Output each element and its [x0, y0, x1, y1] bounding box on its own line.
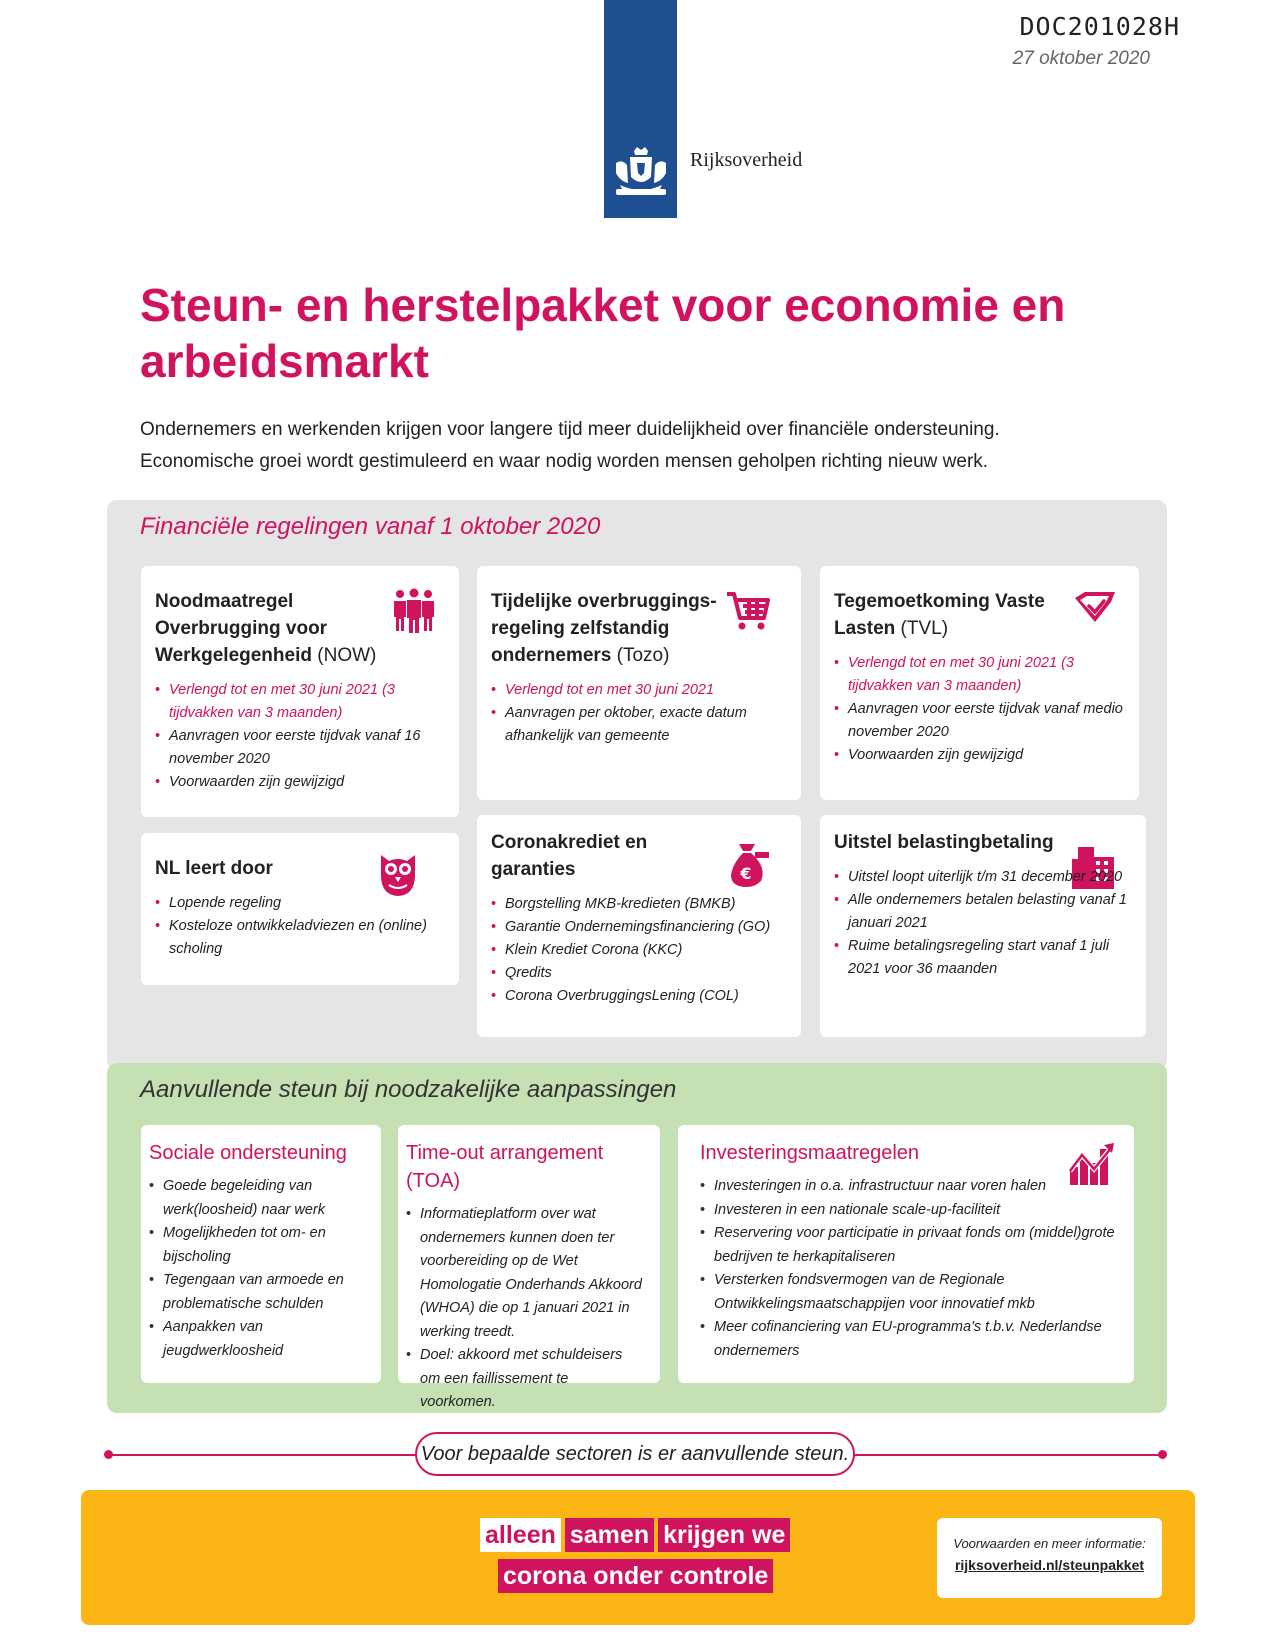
card-title: Time-out arrangement (TOA) — [406, 1142, 604, 1192]
card-title-text: Uitstel belastingbetaling — [834, 832, 1054, 853]
section-title-financial-measures: Financiële regelingen vanaf 1 oktober 2020 — [140, 513, 601, 540]
list-item: • Investeringen in o.a. infrastructuur naar voren halen — [700, 1175, 1120, 1199]
page-title: Steun- en herstelpakket voor economie en arbeidsmarkt — [140, 279, 1066, 387]
list-item: • Reservering voor participatie in privaat fonds om (middel)grote bedrijven te herkapitaliseren — [700, 1222, 1120, 1269]
list-item: • Aanvragen per oktober, exacte datum afhankelijk van gemeente — [491, 702, 787, 748]
card-title-abbreviation: (NOW) — [317, 645, 377, 666]
list-item: • Aanvragen voor eerste tijdvak vanaf medio november 2020 — [834, 698, 1125, 744]
intro-text — [140, 414, 1140, 478]
list-item: • Tegengaan van armoede en problematische schulden — [149, 1269, 367, 1316]
list-item: • Kosteloze ontwikkeladviezen en (online) scholing — [155, 915, 445, 961]
card-tozo — [477, 566, 801, 800]
document-date: 27 oktober 2020 — [1012, 48, 1150, 69]
list-item: • Doel: akkoord met schuldeisers om een faillissement te voorkomen. — [406, 1344, 646, 1415]
slogan-word: krijgen we — [658, 1518, 790, 1552]
list-item: • Voorwaarden zijn gewijzigd — [834, 744, 1125, 767]
list-item: • Uitstel loopt uiterlijk t/m 31 december 2020 — [834, 866, 1132, 889]
card-title-text: NL leert door — [155, 858, 273, 879]
card-now — [141, 566, 459, 817]
card-bullet-list — [155, 679, 445, 794]
list-item: • Ruime betalingsregeling start vanaf 1 juli 2021 voor 36 maanden — [834, 935, 1132, 981]
divider-dot-left — [104, 1450, 113, 1459]
list-item: • Alle ondernemers betalen belasting vanaf 1 januari 2021 — [834, 889, 1132, 935]
list-item: • Informatieplatform over wat ondernemers kunnen doen ter voorbereiding op de Wet Homologatie Onderhands Akkoord (WHOA) die op 1 januari 2021 in werking treedt. — [406, 1203, 646, 1344]
card-sociale-ondersteuning — [141, 1125, 381, 1383]
card-uitstel-belastingbetaling — [820, 815, 1146, 1037]
list-item: • Lopende regeling — [155, 892, 445, 915]
card-nl-leert-door — [141, 833, 459, 985]
card-title-text: Coronakrediet en garanties — [491, 832, 648, 880]
card-tvl — [820, 566, 1139, 800]
divider-dot-right — [1158, 1450, 1167, 1459]
owl-icon — [375, 851, 421, 897]
card-bullet-list — [491, 893, 787, 1008]
list-item: • Meer cofinanciering van EU-programma's t.b.v. Nederlandse ondernemers — [700, 1316, 1120, 1363]
card-bullet-list — [155, 892, 445, 961]
people-group-icon — [391, 588, 437, 634]
section-title-additional-support: Aanvullende steun bij noodzakelijke aanpassingen — [140, 1076, 677, 1103]
card-bullet-list — [834, 652, 1125, 767]
card-coronakrediet — [477, 815, 801, 1037]
card-bullet-list — [406, 1203, 646, 1415]
list-item: • Aanvragen voor eerste tijdvak vanaf 16 november 2020 — [155, 725, 445, 771]
shopping-cart-icon — [725, 588, 771, 634]
card-bullet-list — [149, 1175, 367, 1363]
coat-of-arms-icon — [610, 145, 672, 203]
list-item: • Qredits — [491, 962, 787, 985]
list-item: • Investeren in een nationale scale-up-faciliteit — [700, 1199, 1120, 1223]
slogan-word: samen — [565, 1518, 654, 1552]
card-title-text: Tegemoetkoming Vaste Lasten — [834, 591, 1045, 639]
info-link[interactable]: rijksoverheid.nl/steunpakket — [954, 1557, 1145, 1573]
card-investeringsmaatregelen — [678, 1125, 1134, 1383]
list-item: • Verlengd tot en met 30 juni 2021 (3 tijdvakken van 3 maanden) — [155, 679, 445, 725]
card-title-text: Noodmaatregel Overbrugging voor Werkgelegenheid — [155, 591, 328, 666]
list-item: • Aanpakken van jeugdwerkloosheid — [149, 1316, 367, 1363]
info-label: Voorwaarden en meer informatie: — [953, 1536, 1146, 1551]
list-item: • Voorwaarden zijn gewijzigd — [155, 771, 445, 794]
svg-text:€: € — [740, 864, 752, 883]
list-item: • Borgstelling MKB-kredieten (BMKB) — [491, 893, 787, 916]
card-title: Investeringsmaatregelen — [700, 1142, 920, 1164]
list-item: • Verlengd tot en met 30 juni 2021 (3 tijdvakken van 3 maanden) — [834, 652, 1125, 698]
list-item: • Garantie Ondernemingsfinanciering (GO) — [491, 916, 787, 939]
card-bullet-list — [686, 1175, 1120, 1363]
rijksoverheid-logo-bar — [604, 0, 677, 218]
card-bullet-list — [491, 679, 787, 748]
document-code: DOC201028H — [1019, 12, 1180, 41]
card-title-text: Tijdelijke overbruggings-regeling zelfstandig ondernemers — [491, 591, 717, 666]
list-item: • Klein Krediet Corona (KKC) — [491, 939, 787, 962]
list-item: • Corona OverbruggingsLening (COL) — [491, 985, 787, 1008]
card-title-abbreviation: (TVL) — [900, 618, 949, 639]
intro-line: Economische groei wordt gestimuleerd en waar nodig worden mensen geholpen richting nieuw werk. — [140, 451, 989, 472]
slogan-row — [498, 1559, 777, 1593]
slogan-row — [480, 1518, 794, 1552]
card-title-abbreviation: (Tozo) — [616, 645, 670, 666]
info-box — [937, 1518, 1162, 1598]
price-tag-icon — [1071, 588, 1117, 634]
money-bag-euro-icon — [725, 841, 771, 887]
sector-support-note: Voor bepaalde sectoren is er aanvullende steun. — [415, 1432, 855, 1476]
card-title: Sociale ondersteuning — [149, 1142, 347, 1164]
logo-wordmark: Rijksoverheid — [690, 149, 803, 171]
card-time-out-arrangement — [398, 1125, 660, 1410]
intro-line: Ondernemers en werkenden krijgen voor langere tijd meer duidelijkheid over financiële ondersteuning. — [140, 419, 1000, 440]
card-bullet-list — [834, 866, 1132, 981]
list-item: • Goede begeleiding van werk(loosheid) naar werk — [149, 1175, 367, 1222]
list-item: • Versterken fondsvermogen van de Regionale Ontwikkelingsmaatschappijen voor innovatief mkb — [700, 1269, 1120, 1316]
list-item: • Verlengd tot en met 30 juni 2021 — [491, 679, 787, 702]
slogan-word: corona onder controle — [498, 1559, 773, 1593]
slogan-word: alleen — [480, 1518, 561, 1552]
list-item: • Mogelijkheden tot om- en bijscholing — [149, 1222, 367, 1269]
